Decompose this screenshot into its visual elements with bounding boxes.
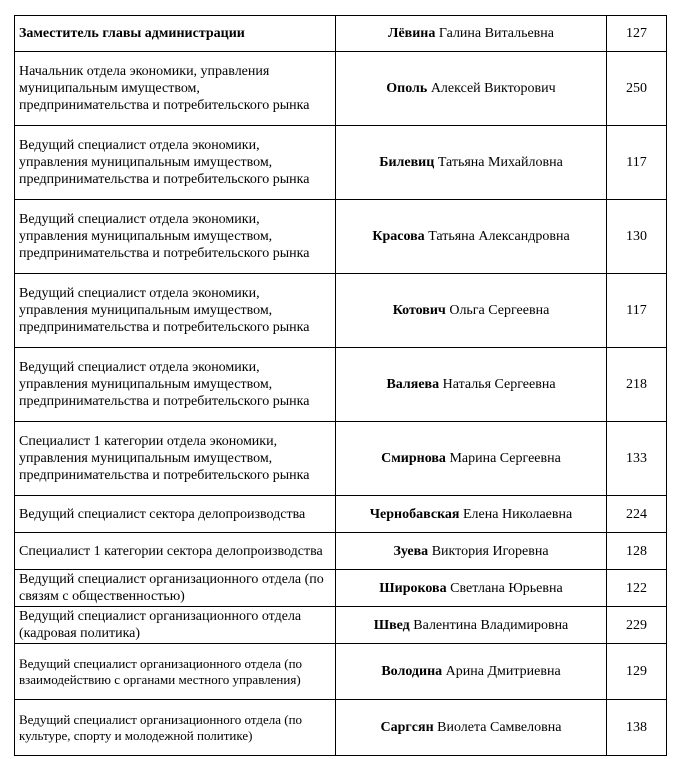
employee-name-cell	[336, 644, 607, 700]
surname: Лёвина	[388, 26, 436, 41]
position-cell: Ведущий специалист организационного отдела (кадровая политика)	[15, 607, 336, 644]
employee-name-cell	[336, 607, 607, 644]
phone-extension-cell: 133	[607, 422, 667, 496]
given-names: Наталья Сергеевна	[442, 377, 556, 392]
phone-extension-cell: 127	[607, 16, 667, 52]
table-row	[15, 570, 667, 607]
table-row	[15, 700, 667, 756]
employee-name-cell	[336, 16, 607, 52]
position-cell: Специалист 1 категории отдела экономики, управления муниципальным имуществом, предпринимательства и потребительского рынка	[15, 422, 336, 496]
phone-extension-cell: 128	[607, 533, 667, 570]
given-names: Ольга Сергеевна	[449, 303, 550, 318]
table-row	[15, 422, 667, 496]
phone-extension-cell: 218	[607, 348, 667, 422]
position-cell: Ведущий специалист организационного отдела (по связям с общественностью)	[15, 570, 336, 607]
table-row	[15, 496, 667, 533]
phone-extension-cell: 250	[607, 52, 667, 126]
surname: Смирнова	[381, 451, 446, 466]
table-row	[15, 52, 667, 126]
phone-extension-cell: 117	[607, 274, 667, 348]
surname: Володина	[381, 664, 443, 679]
position-cell: Начальник отдела экономики, управления муниципальным имуществом, предпринимательства и потребительского рынка	[15, 52, 336, 126]
employee-name-cell	[336, 496, 607, 533]
employee-name-cell	[336, 52, 607, 126]
given-names: Виолета Самвеловна	[437, 720, 562, 735]
surname: Зуева	[393, 543, 429, 559]
employee-name-cell	[336, 200, 607, 274]
employee-name-cell	[336, 274, 607, 348]
surname: Валяева	[386, 377, 440, 392]
table-row	[15, 274, 667, 348]
position-cell: Ведущий специалист сектора делопроизводства	[15, 496, 336, 533]
table-row	[15, 533, 667, 570]
table-row	[15, 16, 667, 52]
phone-extension-cell: 117	[607, 126, 667, 200]
phone-extension-cell: 229	[607, 607, 667, 644]
surname: Ополь	[386, 81, 428, 96]
position-cell: Ведущий специалист организационного отдела (по культуре, спорту и молодежной политике)	[15, 700, 336, 756]
position-cell: Ведущий специалист отдела экономики, управления муниципальным имуществом, предпринимательства и потребительского рынка	[15, 126, 336, 200]
phone-extension-cell: 224	[607, 496, 667, 533]
surname: Чернобавская	[369, 506, 460, 522]
position-cell: Ведущий специалист отдела экономики, управления муниципальным имуществом, предпринимательства и потребительского рынка	[15, 348, 336, 422]
given-names: Алексей Викторович	[430, 81, 556, 96]
position-cell: Заместитель главы администрации	[15, 16, 336, 52]
employee-name-cell	[336, 126, 607, 200]
position-cell: Ведущий специалист отдела экономики, управления муниципальным имуществом, предпринимательства и потребительского рынка	[15, 200, 336, 274]
given-names: Марина Сергеевна	[449, 451, 561, 466]
given-names: Виктория Игоревна	[431, 543, 549, 559]
table-row	[15, 348, 667, 422]
table-row	[15, 607, 667, 644]
table-row	[15, 644, 667, 700]
surname: Билевиц	[379, 155, 435, 170]
given-names: Татьяна Михайловна	[437, 155, 563, 170]
surname: Красова	[372, 229, 425, 244]
staff-directory-table	[14, 15, 667, 756]
given-names: Арина Дмитриевна	[445, 664, 561, 679]
surname: Саргсян	[380, 720, 434, 735]
given-names: Елена Николаевна	[463, 506, 573, 522]
position-cell: Ведущий специалист организационного отдела (по взаимодействию с органами местного управления)	[15, 644, 336, 700]
employee-name-cell	[336, 570, 607, 607]
surname: Швед	[373, 617, 410, 633]
table-row	[15, 126, 667, 200]
given-names: Валентина Владимировна	[413, 617, 569, 633]
position-cell: Ведущий специалист отдела экономики, управления муниципальным имуществом, предпринимательства и потребительского рынка	[15, 274, 336, 348]
phone-extension-cell: 130	[607, 200, 667, 274]
employee-name-cell	[336, 533, 607, 570]
surname: Широкова	[379, 580, 447, 596]
employee-name-cell	[336, 348, 607, 422]
employee-name-cell	[336, 700, 607, 756]
phone-extension-cell: 129	[607, 644, 667, 700]
given-names: Светлана Юрьевна	[450, 580, 563, 596]
phone-extension-cell: 122	[607, 570, 667, 607]
position-cell: Специалист 1 категории сектора делопроизводства	[15, 533, 336, 570]
employee-name-cell	[336, 422, 607, 496]
given-names: Галина Витальевна	[438, 26, 554, 41]
surname: Котович	[392, 303, 446, 318]
given-names: Татьяна Александровна	[428, 229, 570, 244]
phone-extension-cell: 138	[607, 700, 667, 756]
table-row	[15, 200, 667, 274]
